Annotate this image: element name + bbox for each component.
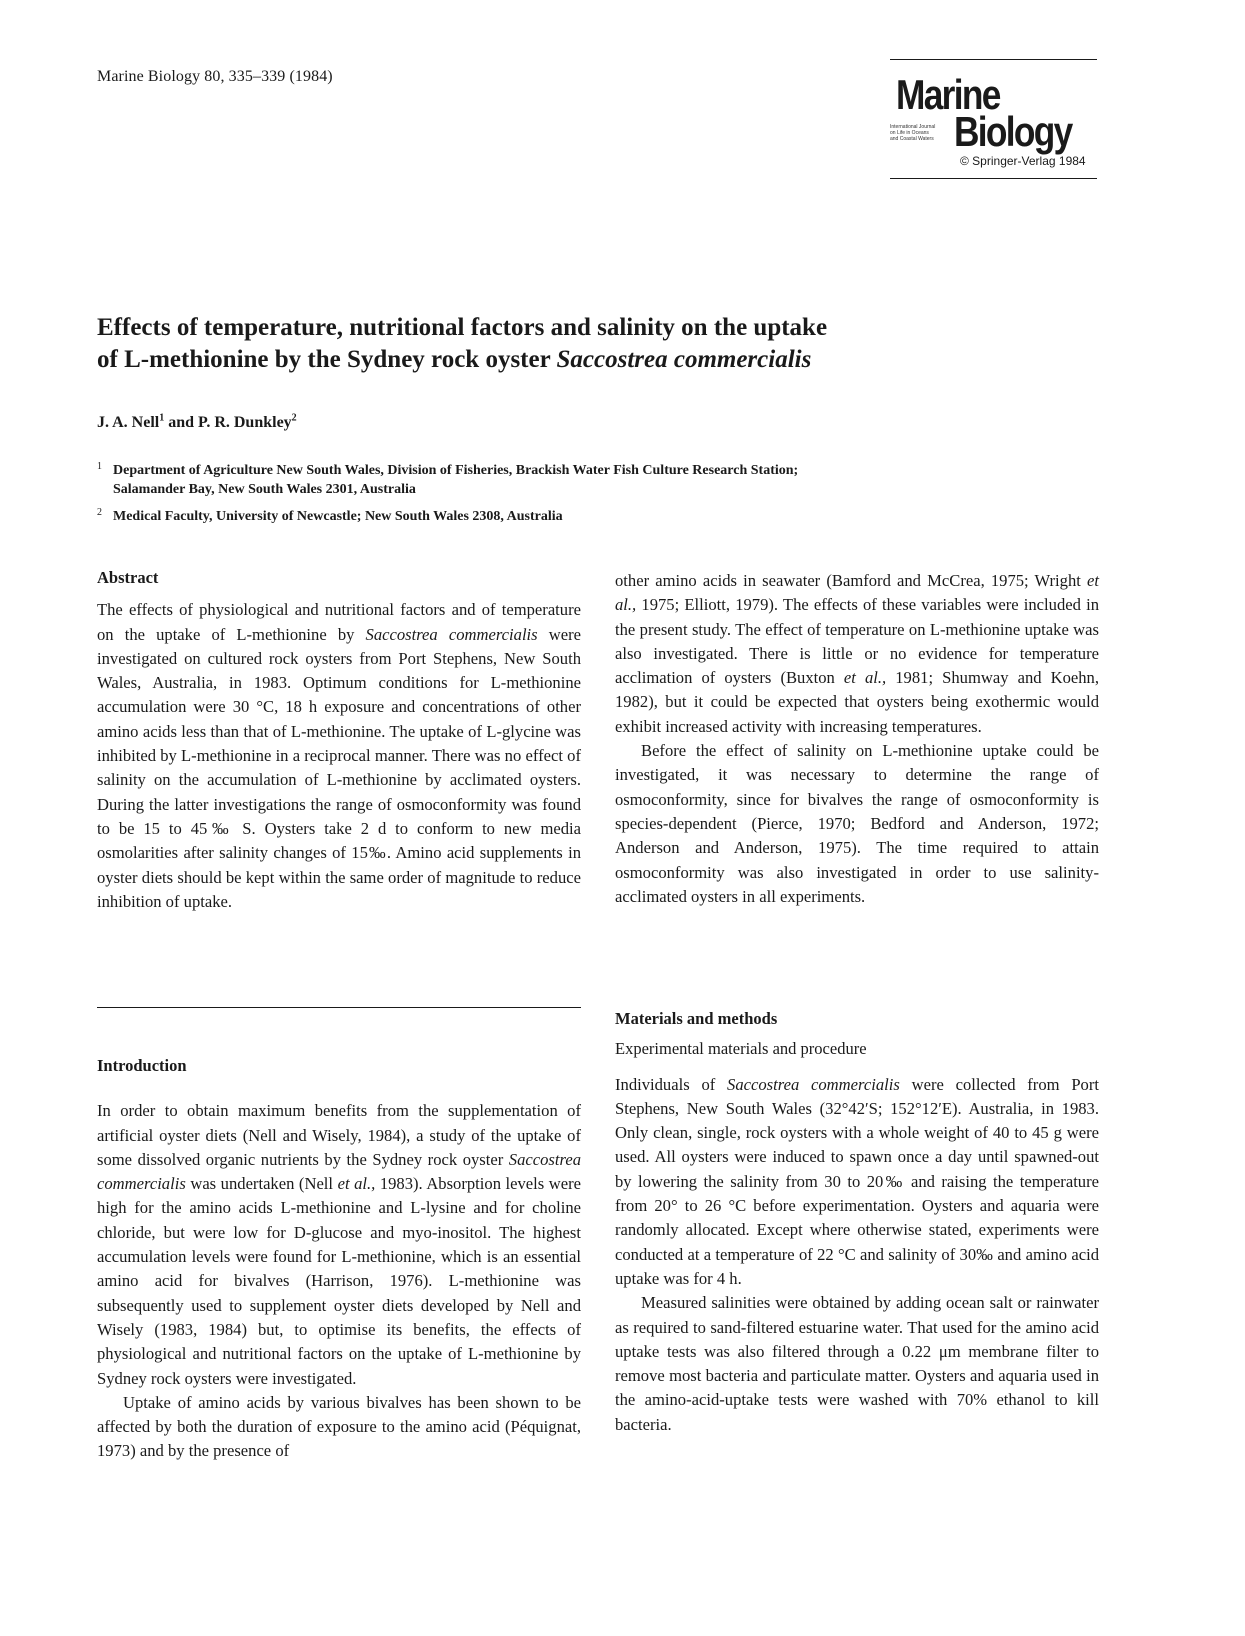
body-paragraph: Individuals of Saccostrea commercialis were collected from Port Stephens, New South Wales (32°42′S; 152°12′E). Australia, in 1983. Only clean, single, rock oysters with a whole weight of 40 to 45 g were used. All oysters were induced to spawn once a day until spawned-out by lowering the salinity from 30 to 20‰ and raising the temperature from 20° to 26 °C before experimentation. Oysters and aquaria were randomly allocated. Except where otherwise stated, experiments were conducted at a temperature of 22 °C and salinity of 30‰ and amino acid uptake was for 4 h. xyxy=(615,1074,1099,1288)
logo-bottom-rule xyxy=(890,178,1097,179)
body-paragraph: other amino acids in seawater (Bamford and McCrea, 1975; Wright et al., 1975; Elliott, 1979). The effects of these variables were included in the present study. The effect of temperature on L-methionine uptake was also investigated. There is little or no evidence for temperature acclimation of oysters (Buxton et al., 1981; Shumway and Koehn, 1982), but it could be expected that oysters being exothermic would exhibit increased activity with increasing temperatures. xyxy=(615,571,1099,736)
journal-logo xyxy=(890,66,1130,186)
abstract-section xyxy=(97,566,581,914)
journal-citation: Marine Biology 80, 335–339 (1984) xyxy=(97,68,333,85)
affiliation-1: 1 Department of Agriculture New South Wales, Division of Fisheries, Brackish Water Fish Culture Research Station; Salamander Bay, New South Wales 2301, Australia xyxy=(97,461,1097,499)
logo-top-rule xyxy=(890,59,1097,60)
subsection-heading: Experimental materials and procedure xyxy=(615,1039,867,1059)
author-superscript: 1 xyxy=(159,412,165,424)
affiliation-number: 1 xyxy=(97,461,102,472)
methods-section xyxy=(615,1007,1099,1437)
article-title xyxy=(97,312,1097,376)
affiliation-2: 2 Medical Faculty, University of Newcastle; New South Wales 2308, Australia xyxy=(97,507,1097,526)
section-heading: Materials and methods xyxy=(615,1009,778,1028)
title-line-2: of L-methionine by the Sydney rock oyster Saccostrea commercialis xyxy=(97,346,812,373)
logo-word-biology: Biology xyxy=(954,108,1072,155)
logo-word-marine: Marine xyxy=(896,71,1000,118)
right-column-intro-continued xyxy=(615,569,1099,909)
body-paragraph: Uptake of amino acids by various bivalves has been shown to be affected by both the duration of exposure to the amino acid (Péquignat, 1973) and by the presence of xyxy=(97,1392,581,1461)
logo-subtitle: International Journal on Life in Oceans and Coastal Waters xyxy=(890,124,936,142)
author-name: J. A. Nell xyxy=(97,414,160,431)
body-paragraph: In order to obtain maximum benefits from the supplementation of artificial oyster diets (Nell and Wisely, 1984), a study of the uptake of some dissolved organic nutrients by the Sydney rock oyster Saccostrea commercialis was undertaken (Nell et al., 1983). Absorption levels were high for the amino acids L-methionine and L-lysine and for choline chloride, but were low for D-glucose and myo-inositol. The highest accumulation levels were found for L-methionine, which is an essential amino acid for bivalves (Harrison, 1976). L-methionine was subsequently used to supplement oyster diets developed by Nell and Wisely (1983, 1984) but, to optimise its benefits, the effects of physiological and nutritional factors on the uptake of L-methionine by Sydney rock oysters were investigated. xyxy=(97,1101,582,1388)
title-line-1: Effects of temperature, nutritional factors and salinity on the uptake xyxy=(97,314,828,341)
body-paragraph: Measured salinities were obtained by adding ocean salt or rainwater as required to sand-filtered estuarine water. That used for the amino acid uptake tests was also filtered through a 0.22 μm membrane filter to remove most bacteria and particulate matter. Oysters and aquaria used in the amino-acid-uptake tests were washed with 70% ethanol to kill bacteria. xyxy=(615,1293,1099,1434)
copyright-notice: © Springer-Verlag 1984 xyxy=(960,154,1086,168)
author-list: J. A. Nell$^1$ and P. R. Dunkley$^2$ xyxy=(97,412,297,431)
affiliation-number: 2 xyxy=(97,507,102,518)
section-heading: Introduction xyxy=(97,1056,187,1075)
author-name: P. R. Dunkley xyxy=(198,414,292,431)
abstract-divider xyxy=(97,1007,581,1008)
author-superscript: 2 xyxy=(291,412,297,424)
abstract-paragraph: The effects of physiological and nutritional factors and of temperature on the uptake of L-methionine by Saccostrea commercialis were investigated on cultured rock oysters from Port Stephens, New South Wales, Australia, in 1983. Optimum conditions for L-methionine accumulation were 30 °C, 18 h exposure and concentrations of other amino acids less than that of L-methionine. The uptake of L-glycine was inhibited by L-methionine in a reciprocal manner. There was no effect of salinity on the accumulation of L-methionine by acclimated oysters. During the latter investigations the range of osmoconformity was found to be 15 to 45‰ S. Oysters take 2 d to conform to new media osmolarities after salinity changes of 15‰. Amino acid supplements in oyster diets should be kept within the same order of magnitude to reduce inhibition of uptake. xyxy=(97,600,581,911)
introduction-section xyxy=(97,1054,581,1464)
body-paragraph: Before the effect of salinity on L-methionine uptake could be investigated, it was necessary to determine the range of osmoconformity, since for bivalves the range of osmoconformity is species-dependent (Pierce, 1970; Bedford and Anderson, 1972; Anderson and Anderson, 1975). The time required to attain osmoconformity was also investigated in order to use salinity-acclimated oysters in all experiments. xyxy=(615,741,1099,906)
section-heading: Abstract xyxy=(97,568,159,587)
